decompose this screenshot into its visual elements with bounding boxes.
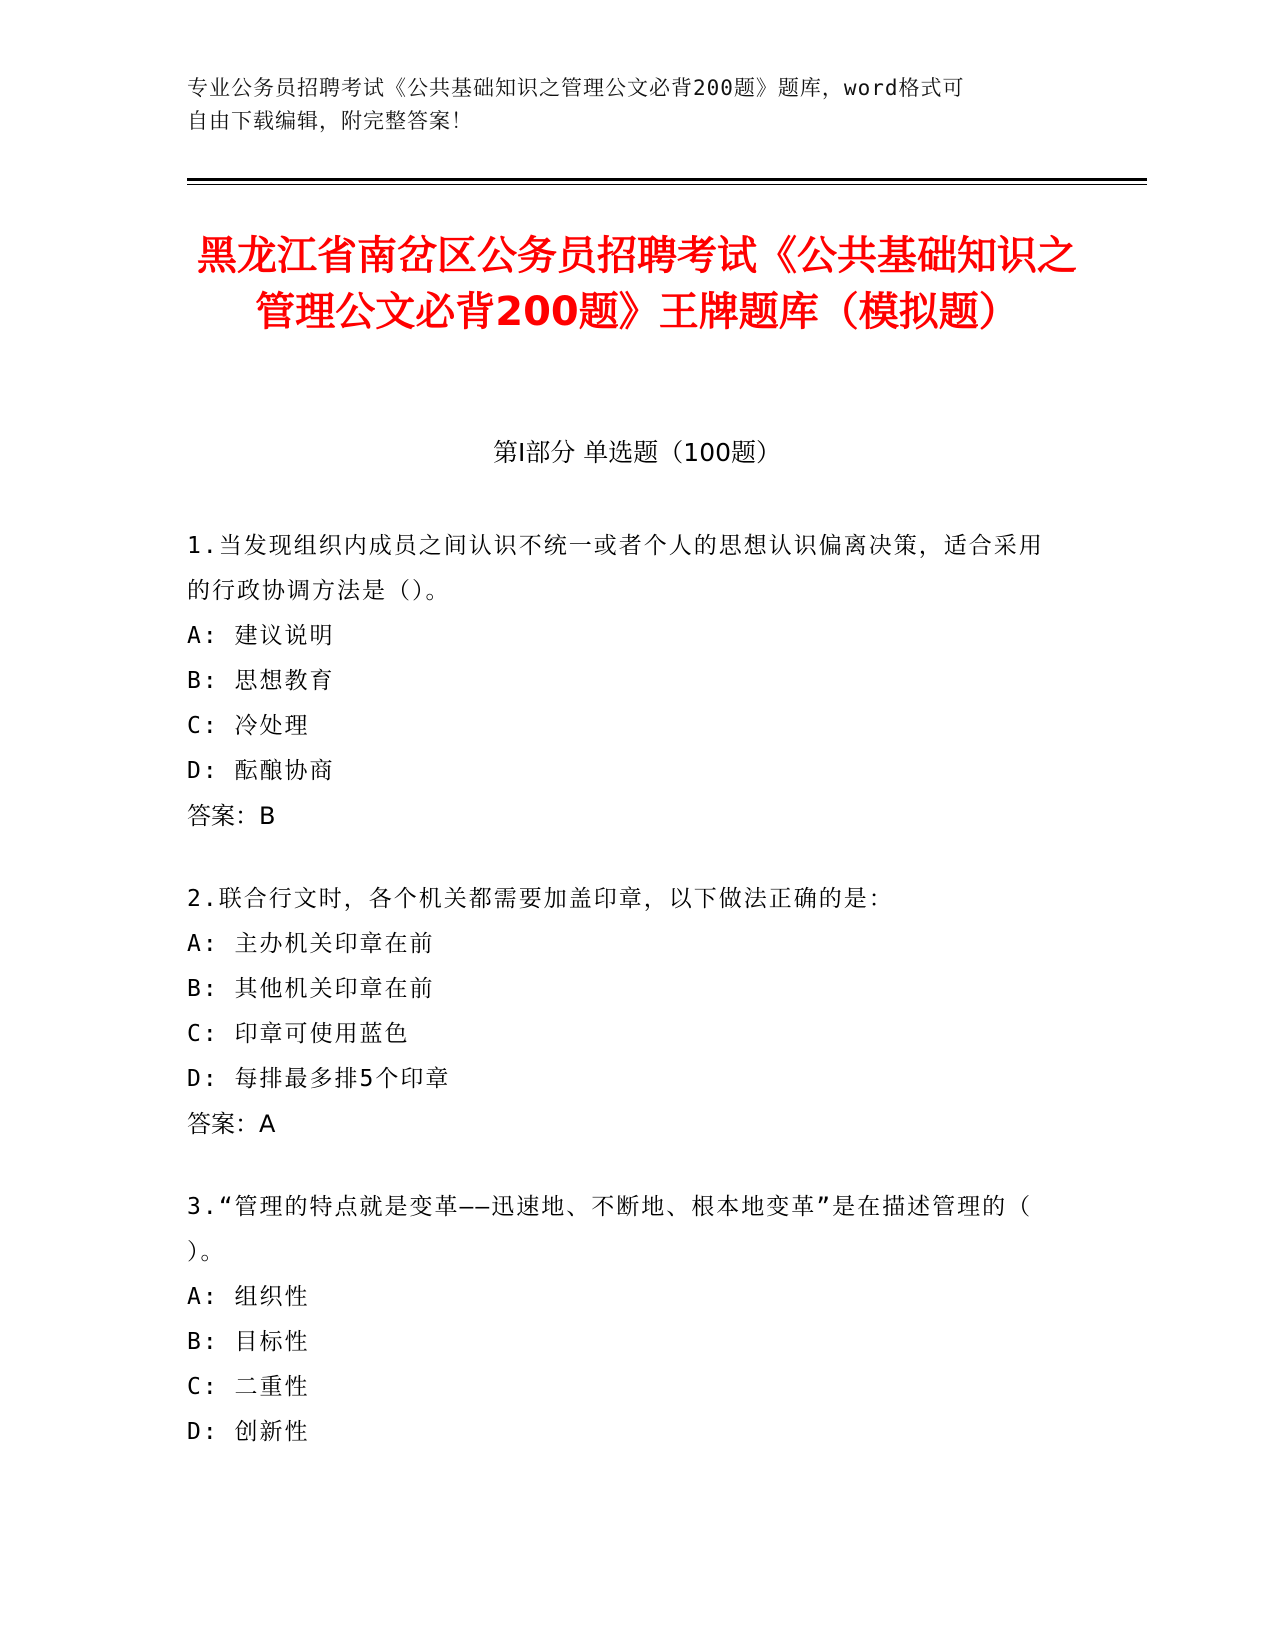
question-1 <box>187 524 1067 839</box>
option-a: A: 主办机关印章在前 <box>187 931 435 957</box>
answer-line: 答案：A <box>187 1110 276 1138</box>
option-a: A: 组织性 <box>187 1284 310 1310</box>
question-stem: 2.联合行文时，各个机关都需要加盖印章，以下做法正确的是： <box>187 886 894 912</box>
option-d: D: 创新性 <box>187 1419 310 1445</box>
option-c: C: 二重性 <box>187 1374 310 1400</box>
answer-line: 答案：B <box>187 802 276 830</box>
header-note: 专业公务员招聘考试《公共基础知识之管理公文必背200题》题库，word格式可 自由下载编辑，附完整答案！ <box>187 76 965 133</box>
document-title: 黑龙江省南岔区公务员招聘考试《公共基础知识之管理公文必背200题》王牌题库（模拟题） <box>197 233 1077 335</box>
option-b: B: 其他机关印章在前 <box>187 976 435 1002</box>
section-heading: 第I部分 单选题（100题） <box>492 438 782 467</box>
option-d: D: 每排最多排5个印章 <box>187 1066 451 1092</box>
question-stem: 1.当发现组织内成员之间认识不统一或者个人的思想认识偏离决策，适合采用的行政协调方法是（）。 <box>187 533 1044 604</box>
option-a: A: 建议说明 <box>187 623 335 649</box>
header-divider-thin <box>187 184 1147 185</box>
question-2 <box>187 877 1067 1147</box>
header-divider-thick <box>187 178 1147 181</box>
question-stem: 3.“管理的特点就是变革——迅速地、不断地、根本地变革”是在描述管理的（ ）。 <box>187 1194 1128 1265</box>
option-d: D: 酝酿协商 <box>187 758 335 784</box>
question-3 <box>187 1185 1128 1455</box>
option-b: B: 思想教育 <box>187 668 335 694</box>
option-c: C: 冷处理 <box>187 713 310 739</box>
option-b: B: 目标性 <box>187 1329 310 1355</box>
question-list <box>187 524 1128 1493</box>
option-c: C: 印章可使用蓝色 <box>187 1021 410 1047</box>
